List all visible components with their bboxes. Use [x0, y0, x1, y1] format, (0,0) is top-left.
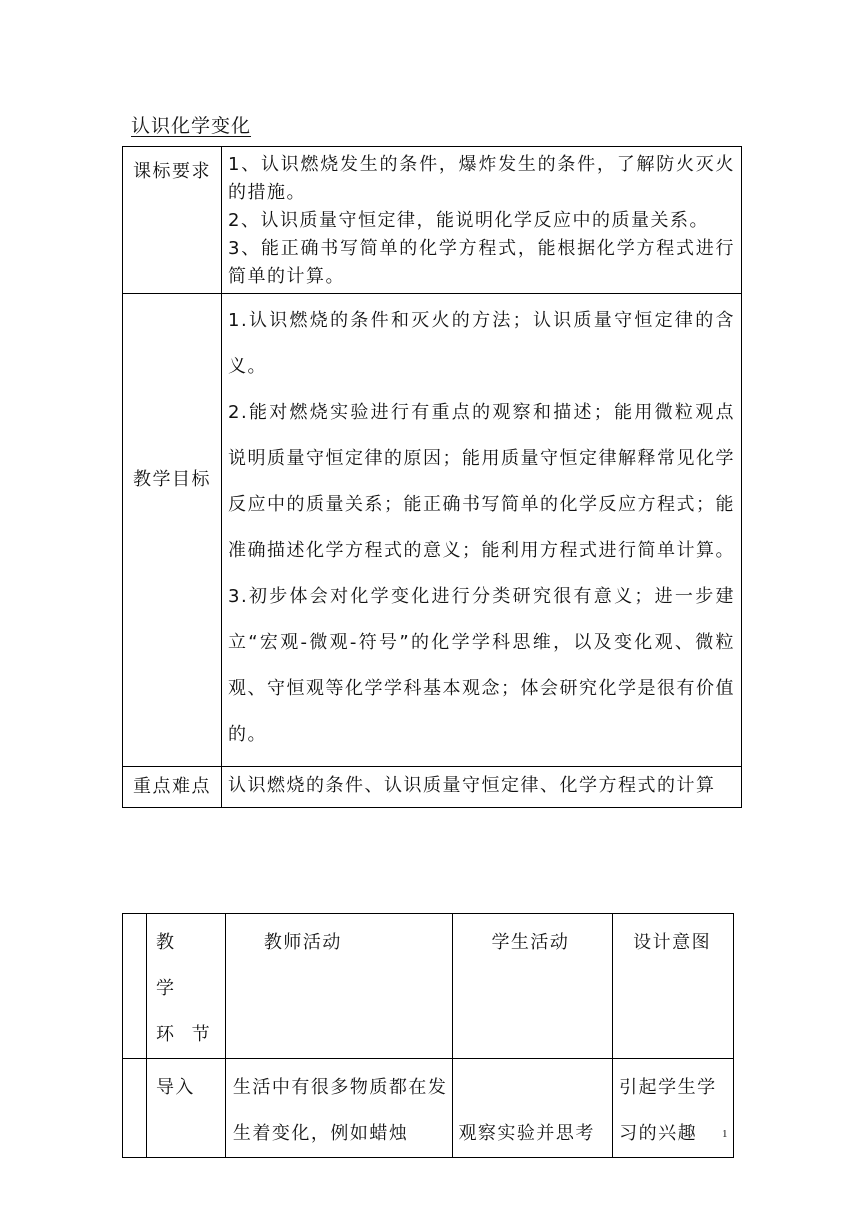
design-intent-label: 设计意图: [633, 932, 712, 953]
student-activity-cell: [453, 1059, 613, 1158]
key-points-cell: 认识燃烧的条件、认识质量守恒定律、化学方程式的计算: [222, 767, 742, 808]
table-row: [123, 1059, 734, 1158]
blank-cell: [123, 1059, 147, 1158]
table-row: [123, 294, 742, 767]
requirements-cell: [222, 147, 742, 294]
blank-cell: [123, 914, 147, 1059]
design-intent-header: [613, 914, 734, 1059]
page-number: 1: [722, 1128, 728, 1140]
teacher-activity-header: [225, 914, 453, 1059]
student-activity-text: 观察实验并思考: [458, 1123, 595, 1144]
design-intent-cell: 引起学生学习的兴趣: [613, 1059, 734, 1158]
goal-paragraph: 2.能对燃烧实验进行有重点的观察和描述；能用微粒观点说明质量守恒定律的原因；能用质量守恒定律解释常见化学反应中的质量关系；能正确书写简单的化学反应方程式；能准确描述化学方程式的意义；能利用方程式进行简单计算。: [228, 402, 735, 561]
student-activity-header: [453, 914, 613, 1059]
curriculum-table: [122, 146, 742, 808]
goal-paragraph: 3.初步体会对化学变化进行分类研究很有意义；进一步建立“宏观-微观-符号”的化学学科思维，以及变化观、微粒观、守恒观等化学学科基本观念；体会研究化学是很有价值的。: [228, 586, 735, 745]
requirement-item: 1、认识燃烧发生的条件，爆炸发生的条件，了解防火灭火的措施。: [228, 154, 735, 203]
lesson-plan-table: [122, 913, 734, 1158]
stage-header: [146, 914, 225, 1059]
goal-paragraph: 1.认识燃烧的条件和灭火的方法；认识质量守恒定律的含义。: [228, 310, 735, 377]
document-title: 认识化学变化: [131, 115, 252, 137]
table-header-row: [123, 914, 734, 1059]
requirements-label: 课标要求: [123, 147, 222, 294]
goals-label: 教学目标: [123, 294, 222, 767]
stage-header-line: 环 节: [155, 1024, 216, 1045]
goals-cell: [222, 294, 742, 767]
requirement-item: 3、能正确书写简单的化学方程式，能根据化学方程式进行简单的计算。: [228, 238, 735, 287]
table-row: [123, 147, 742, 294]
teacher-activity-label: 教师活动: [263, 932, 342, 953]
teacher-activity-cell: 生活中有很多物质都在发生着变化，例如蜡烛: [225, 1059, 453, 1158]
student-activity-label: 学生活动: [491, 932, 570, 953]
table-row: [123, 767, 742, 808]
stage-cell: 导入: [146, 1059, 225, 1158]
requirement-item: 2、认识质量守恒定律，能说明化学反应中的质量关系。: [228, 210, 709, 231]
key-points-label: 重点难点: [123, 767, 222, 808]
stage-header-line: 教 学: [155, 932, 200, 999]
